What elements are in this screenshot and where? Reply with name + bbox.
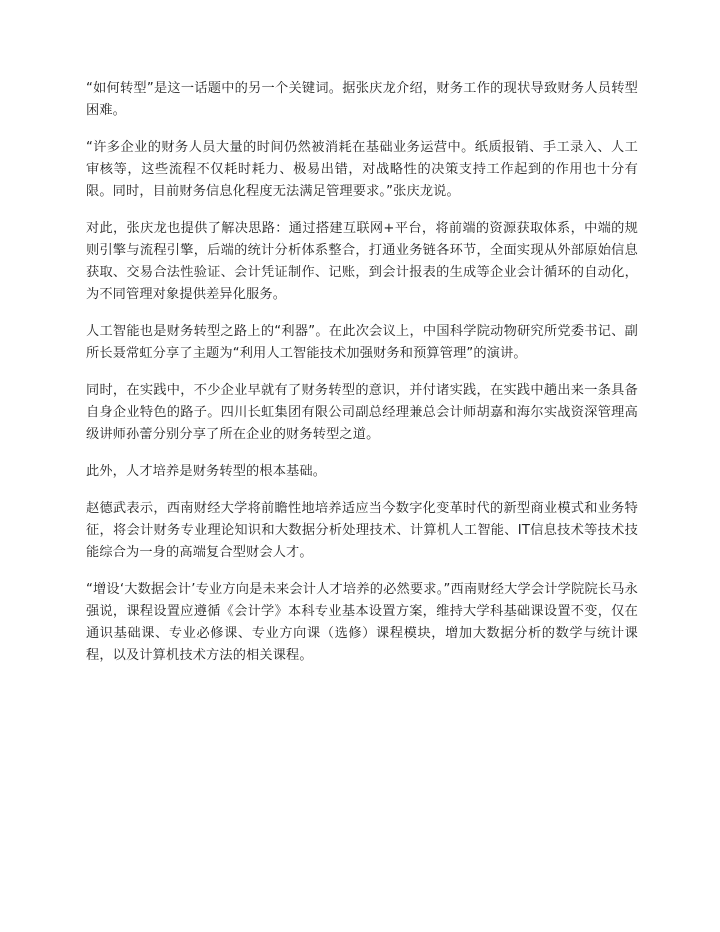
paragraph-4: 人工智能也是财务转型之路上的“利器”。在此次会议上，中国科学院动物研究所党委书记、副所长聂常虹分享了主题为“利用人工智能技术加强财务和预算管理”的演讲。 [86,324,638,361]
article-body [86,78,638,682]
paragraph-3: 对此，张庆龙也提供了解决思路：通过搭建互联网+平台，将前端的资源获取体系，中端的规则引擎与流程引擎，后端的统计分析体系整合，打通业务链各环节，全面实现从外部原始信息获取、交易合法性验证、会计凭证制作、记账，到会计报表的生成等企业会计循环的自动化，为不同管理对象提供差异化服务。 [86,221,638,302]
paragraph-6: 此外，人才培养是财务转型的根本基础。 [86,464,327,479]
paragraph-7: 赵德武表示，西南财经大学将前瞻性地培养适应当今数字化变革时代的新型商业模式和业务特征，将会计财务专业理论知识和大数据分析处理技术、计算机人工智能、IT信息技术等技术技能综合为一身的高端复合型财会人才。 [86,501,638,560]
paragraph-5: 同时，在实践中，不少企业早就有了财务转型的意识，并付诸实践，在实践中趟出来一条具备自身企业特色的路子。四川长虹集团有限公司副总经理兼总会计师胡嘉和海尔实战资深管理高级讲师孙蕾分别分享了所在企业的财务转型之道。 [86,383,638,442]
paragraph-8: “增设‘大数据会计’专业方向是未来会计人才培养的必然要求。”西南财经大学会计学院院长马永强说，课程设置应遵循《会计学》本科专业基本设置方案，维持大学科基础课设置不变，仅在通识基础课、专业必修课、专业方向课（选修）课程模块，增加大数据分析的数学与统计课程，以及计算机技术方法的相关课程。 [86,582,638,663]
paragraph-2: “许多企业的财务人员大量的时间仍然被消耗在基础业务运营中。纸质报销、手工录入、人工审核等，这些流程不仅耗时耗力、极易出错，对战略性的决策支持工作起到的作用也十分有限。同时，目前财务信息化程度无法满足管理要求。”张庆龙说。 [86,140,638,199]
paragraph-1: “如何转型”是这一话题中的另一个关键词。据张庆龙介绍，财务工作的现状导致财务人员转型困难。 [86,81,638,118]
